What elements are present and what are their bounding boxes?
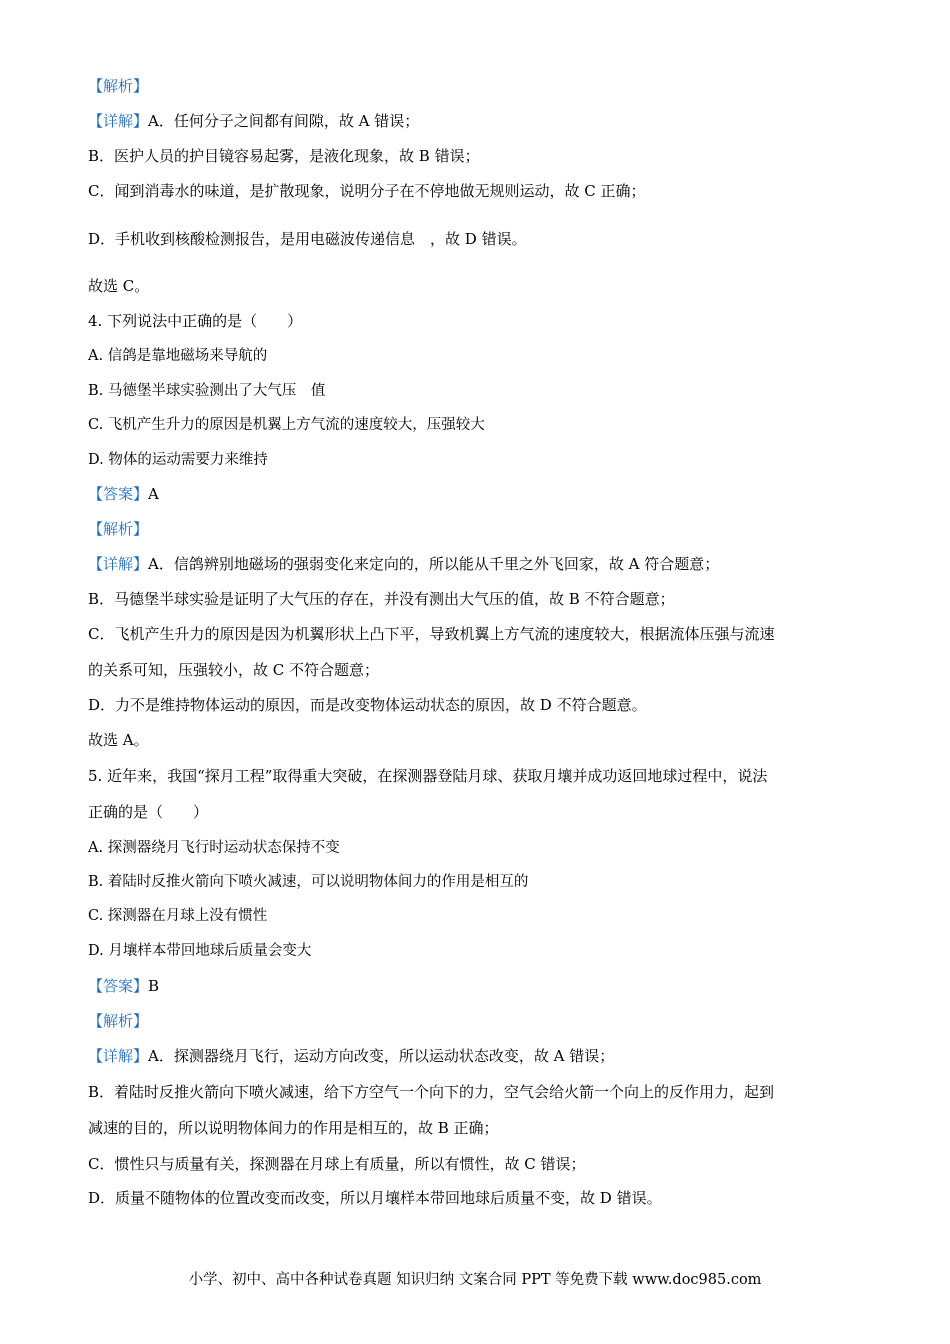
detail-line-a — [88, 1046, 614, 1066]
answer-value: A — [148, 485, 159, 503]
analysis-label: 【解析】 — [88, 77, 149, 95]
q4-option-a: A. 信鸽是靠地磁场来导航的 — [88, 348, 268, 364]
q5-option-b: B. 着陆时反推火箭向下喷火减速，可以说明物体间力的作用是相互的 — [88, 874, 529, 890]
detail-line-b: B．马德堡半球实验是证明了大气压的存在，并没有测出大气压的值，故 B 不符合题意； — [88, 590, 675, 608]
detail-text: A．探测器绕月飞行，运动方向改变，所以运动状态改变，故 A 错误； — [148, 1047, 615, 1065]
answer-value: B — [148, 977, 160, 995]
detail-line-d: D．手机收到核酸检测报告，是用电磁波传递信息 ，故 D 错误。 — [88, 230, 527, 248]
conclusion: 故选 C。 — [88, 277, 150, 295]
q5-option-a: A. 探测器绕月飞行时运动状态保持不变 — [88, 840, 340, 856]
conclusion: 故选 A。 — [88, 731, 149, 749]
question-5-stem-1: 5. 近年来，我国“探月工程”取得重大突破，在探测器登陆月球、获取月壤并成功返回地球过程中，说法 — [88, 767, 768, 785]
detail-line-a — [88, 111, 419, 131]
detail-line-d: D．质量不随物体的位置改变而改变，所以月壤样本带回地球后质量不变，故 D 错误。 — [88, 1189, 662, 1207]
detail-label: 【详解】 — [88, 112, 149, 130]
detail-text: A．任何分子之间都有间隙，故 A 错误； — [148, 112, 420, 130]
q4-answer — [88, 484, 159, 504]
q4-option-b: B. 马德堡半球实验测出了大气压 值 — [88, 383, 326, 399]
q4-option-d: D. 物体的运动需要力来维持 — [88, 452, 268, 468]
detail-text: A．信鸽辨别地磁场的强弱变化来定向的，所以能从千里之外飞回家，故 A 符合题意； — [148, 555, 720, 573]
detail-line-d: D．力不是维持物体运动的原因，而是改变物体运动状态的原因，故 D 不符合题意。 — [88, 696, 647, 714]
answer-label: 【答案】 — [88, 977, 149, 995]
q5-option-d: D. 月壤样本带回地球后质量会变大 — [88, 943, 312, 959]
answer-label: 【答案】 — [88, 485, 149, 503]
page-footer: 小学、初中、高中各种试卷真题 知识归纳 文案合同 PPT 等免费下载 www.doc985.com — [188, 1272, 762, 1288]
detail-label: 【详解】 — [88, 1047, 149, 1065]
detail-line-b2: 减速的目的，所以说明物体间力的作用是相互的，故 B 正确； — [88, 1119, 499, 1137]
detail-line-c1: C．飞机产生升力的原因是因为机翼形状上凸下平，导致机翼上方气流的速度较大，根据流体压强与流速 — [88, 625, 775, 643]
analysis-label: 【解析】 — [88, 1012, 149, 1030]
detail-line-b: B．医护人员的护目镜容易起雾，是液化现象，故 B 错误； — [88, 147, 480, 165]
detail-line-c: C．闻到消毒水的味道，是扩散现象，说明分子在不停地做无规则运动，故 C 正确； — [88, 182, 646, 200]
question-4-stem: 4. 下列说法中正确的是（ ） — [88, 312, 303, 330]
detail-label: 【详解】 — [88, 555, 149, 573]
detail-line-b1: B．着陆时反推火箭向下喷火减速，给下方空气一个向下的力，空气会给火箭一个向上的反作用力，起到 — [88, 1083, 775, 1101]
detail-line-a — [88, 554, 719, 574]
detail-line-c: C．惯性只与质量有关，探测器在月球上有质量，所以有惯性，故 C 错误； — [88, 1155, 586, 1173]
analysis-label: 【解析】 — [88, 520, 149, 538]
q4-option-c: C. 飞机产生升力的原因是机翼上方气流的速度较大，压强较大 — [88, 417, 485, 433]
q5-answer — [88, 976, 159, 996]
detail-line-c2: 的关系可知，压强较小，故 C 不符合题意； — [88, 661, 380, 679]
q5-option-c: C. 探测器在月球上没有惯性 — [88, 908, 268, 924]
question-5-stem-2: 正确的是（ ） — [88, 803, 209, 821]
